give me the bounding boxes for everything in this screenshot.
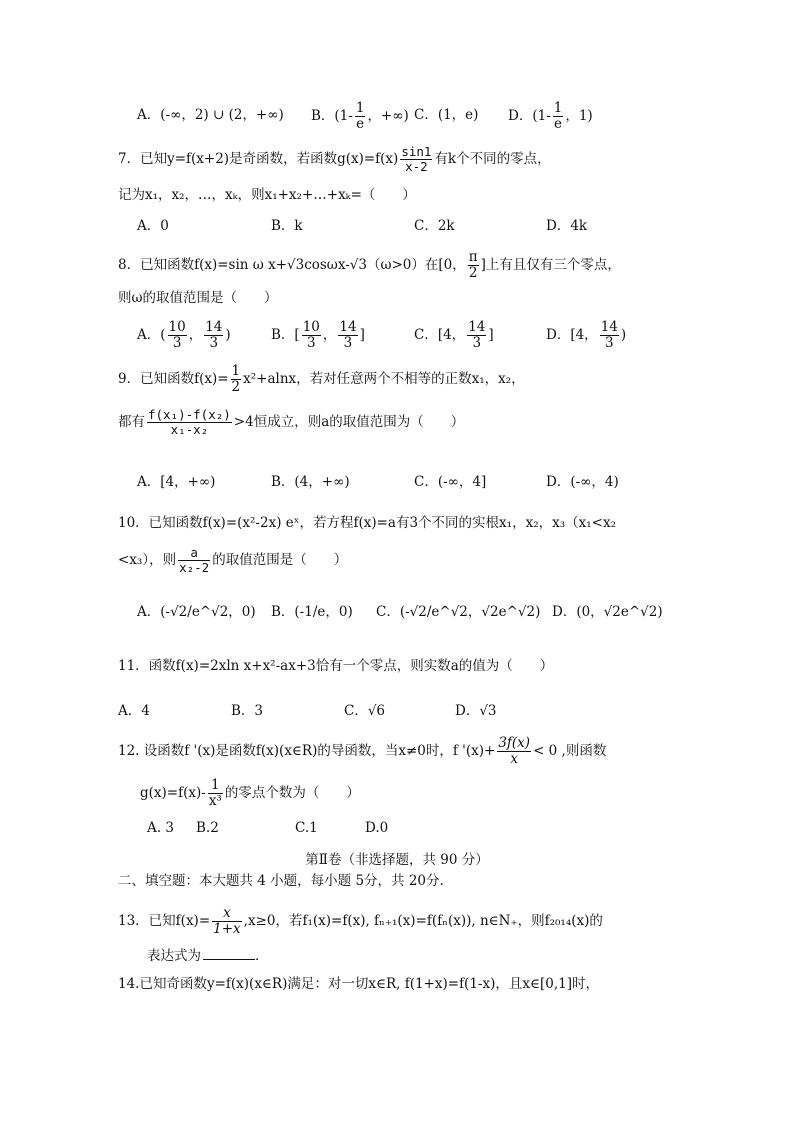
- q7-option-a: A．0: [137, 218, 169, 234]
- q9-stem-line2: 都有 $\frac{\text{f(x₁)-f(x₂)}}{\text{x₁-x₂}}$ >4恒成立，则a的取值范围为（ ）: [118, 407, 465, 437]
- q10-stem-line2: <x₃），则 $\frac{a}{\text{x₂-2}}$ 的取值范围是（ ）: [118, 545, 348, 575]
- q13-stem-line2: 表达式为 ．: [147, 948, 269, 964]
- q10-option-b: B．(-1/e，0): [271, 604, 353, 620]
- q7-stem-line2: 记为x₁，x₂，…，xₖ，则x₁+x₂+…+xₖ=（ ）: [118, 187, 416, 203]
- q6-option-c: C．(1，e): [414, 107, 479, 123]
- q13-answer-blank: [203, 959, 255, 960]
- q9-option-c: C．(-∞，4]: [414, 474, 487, 490]
- q7-option-c: C．2k: [414, 218, 455, 234]
- q14-stem: 14.已知奇函数y=f(x)(x∈R)满足：对一切x∈R, f(1+x)=f(1-x)，且x∈[0,1]时，: [118, 976, 599, 992]
- q10-option-c: C．(-√2/e^√2，√2e^√2): [376, 604, 541, 620]
- q10-option-a: A．(-√2/e^√2，0): [137, 604, 256, 620]
- q12-option-c: C.1: [295, 820, 318, 836]
- q10-option-d: D．(0，√2e^√2): [552, 604, 663, 620]
- part2-title: 第Ⅱ卷（非选择题，共 90 分）: [305, 852, 489, 868]
- q9-option-d: D．(-∞，4): [546, 474, 619, 490]
- q11-option-a: A．4: [118, 703, 150, 719]
- q8-stem-line2: 则ω的取值范围是（ ）: [118, 290, 278, 306]
- q8-option-c: C．[4， $\frac{14}{3}$ ]: [414, 319, 494, 351]
- q11-option-b: B．3: [231, 703, 264, 719]
- q8-option-a: A．( $\frac{10}{3}$ ， $\frac{14}{3}$ ): [137, 319, 231, 351]
- q12-stem-line2: g(x)=f(x)- $\frac{1}{\text{x³}}$ 的零点个数为（ ）: [140, 777, 360, 809]
- q6-option-d: D．(1- $\frac{1}{e}$ ，1): [508, 100, 593, 132]
- q12-option-b: B.2: [196, 820, 219, 836]
- q10-stem-line1: 10．已知函数f(x)=(x²-2x) eˣ，若方程f(x)=a有3个不同的实根x₁，x₂，x₃（x₁<x₂: [118, 515, 616, 531]
- q7-stem-line1: 7．已知y=f(x+2)是奇函数，若函数g(x)=f(x) $\frac{\sin 1}{x-2}$ 有k个不同的零点，: [118, 144, 551, 174]
- q9-option-a: A．[4，+∞): [137, 474, 216, 490]
- q8-stem-line1: 8．已知函数f(x)=sin ω x+√3cosωx-√3（ω>0）在[0， $\frac{\pi}{2}$ ]上有且仅有三个零点，: [118, 249, 621, 281]
- q8-option-d: D．[4， $\frac{14}{3}$ ): [546, 319, 627, 351]
- q9-option-b: B．(4，+∞): [271, 474, 350, 490]
- q8-option-b: B．[ $\frac{10}{3}$ ， $\frac{14}{3}$ ]: [271, 319, 365, 351]
- q9-stem-line1: 9．已知函数f(x)= $\frac{1}{2}$ x²+alnx，若对任意两个不相等的正数x₁，x₂，: [118, 363, 525, 395]
- q7-option-d: D．4k: [546, 218, 588, 234]
- q6-option-a: A．(-∞，2) ∪ (2，+∞): [137, 107, 284, 123]
- q6-option-b: B．(1- $\frac{1}{e}$ ，+∞): [311, 100, 409, 132]
- q11-option-d: D．√3: [455, 703, 497, 719]
- section2-heading: 二、填空题：本大题共 4 小题，每小题 5分，共 20分.: [118, 873, 444, 889]
- q13-stem-line1: 13．已知f(x)= $\frac{x}{1+x}$ ,x≥0，若f₁(x)=f(x), fₙ₊₁(x)=f(fₙ(x)), n∈N₊，则f₂₀₁₄(x)的: [118, 905, 603, 937]
- q11-option-c: C．√6: [344, 703, 386, 719]
- q7-option-b: B．k: [271, 218, 303, 234]
- q11-stem: 11．函数f(x)=2xln x+x²-ax+3恰有一个零点，则实数a的值为（ ）: [118, 658, 554, 674]
- q12-stem-line1: 12. 设函数f '(x)是函数f(x)(x∈R)的导函数，当x≠0时，f '(x)+ $\frac{3f(x)}{x}$ < 0 ,则函数: [118, 735, 607, 767]
- q12-option-d: D.0: [365, 820, 389, 836]
- q12-option-a: A. 3: [147, 820, 174, 836]
